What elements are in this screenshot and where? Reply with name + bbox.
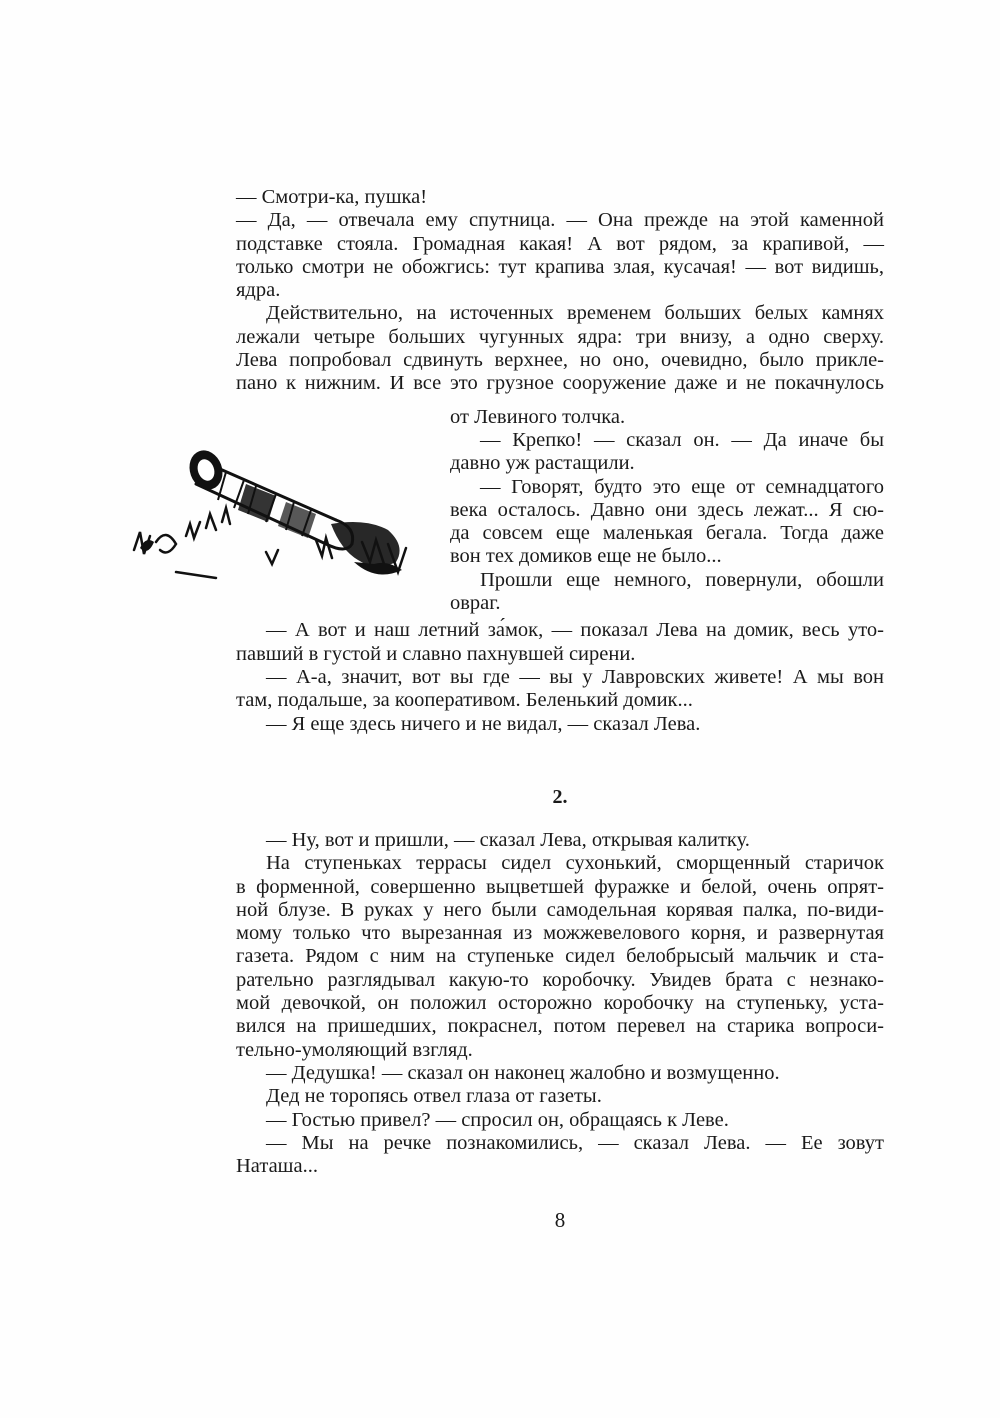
text-line: газета. Рядом с ним на ступеньке сидел белобрысый мальчик и ста- <box>236 945 884 968</box>
text-line: от Левиного толчка. <box>450 405 626 428</box>
text-line: павший в густой и славно пахнувшей сирени. <box>236 642 636 665</box>
text-line: там, подальше, за кооперативом. Беленький домик... <box>236 689 693 712</box>
text-line: ядра. <box>236 279 281 302</box>
text-line: — Гостью привел? — спросил он, обращаясь к Леве. <box>266 1108 729 1131</box>
text-line: только смотри не обожгись: тут крапива злая, кусачая! — вот видишь, <box>236 255 884 278</box>
text-block-section-2 <box>236 829 884 1178</box>
text-block-top <box>236 186 884 396</box>
text-line: рательно разглядывал какую-то коробочку. Увидев брата с незнако- <box>236 968 884 991</box>
page-number: 8 <box>554 1208 566 1232</box>
text-line: Дед не торопясь отвел глаза от газеты. <box>266 1085 602 1108</box>
cannon-drawing-icon <box>126 432 426 592</box>
text-line: мому только что вырезанная из можжевелового корня, и развернутая <box>236 922 884 945</box>
text-line: — А-а, значит, вот вы где — вы у Лавровских живете! А мы вон <box>266 665 884 688</box>
text-line: пано к нижним. И все это грузное сооружение даже и не покачнулось <box>236 372 884 395</box>
text-line: да совсем еще маленькая бегала. Тогда даже <box>450 522 884 545</box>
text-line: ной блузе. В руках у него были самодельная корявая палка, по-види- <box>236 898 884 921</box>
text-line: века осталось. Давно они здесь лежат... Я сю- <box>450 498 884 521</box>
section-heading: 2. <box>552 786 568 808</box>
text-line: — Я еще здесь ничего и не видал, — сказал Лева. <box>266 712 701 735</box>
text-line: Лева попробовал сдвинуть верхнее, но оно, очевидно, было прикле- <box>236 349 884 372</box>
text-line: — А вот и наш летний за́мок, — показал Лева на домик, весь уто- <box>266 619 884 642</box>
text-line: мой девочкой, он положил осторожно коробочку на ступеньку, уста- <box>236 992 884 1015</box>
text-line: На ступеньках террасы сидел сухонький, сморщенный старичок <box>266 852 884 875</box>
text-line: — Говорят, будто это еще от семнадцатого <box>480 475 884 498</box>
text-line: тельно-умоляющий взгляд. <box>236 1038 473 1061</box>
text-line: — Дедушка! — сказал он наконец жалобно и возмущенно. <box>266 1061 780 1084</box>
text-line: — Крепко! — сказал он. — Да иначе бы <box>480 428 884 451</box>
text-line: давно уж растащили. <box>450 452 635 475</box>
text-line: вон тех домиков еще не было... <box>450 545 722 568</box>
text-line: овраг. <box>450 592 501 615</box>
text-line: в форменной, совершенно выцветшей фуражке и белой, очень опрят- <box>236 875 884 898</box>
text-line: лежали четыре больших чугунных ядра: три внизу, а одно сверху. <box>236 325 884 348</box>
text-line: Действительно, на источенных временем больших белых камнях <box>266 302 884 325</box>
text-line: Наташа... <box>236 1155 318 1178</box>
text-line: — Ну, вот и пришли, — сказал Лева, открывая калитку. <box>266 829 750 851</box>
text-line: Прошли еще немного, повернули, обошли <box>480 568 884 591</box>
text-line: вился на пришедших, покраснел, потом перевел на старика вопроси- <box>236 1015 884 1038</box>
text-line: — Мы на речке познакомились, — сказал Лева. — Ее зовут <box>266 1131 884 1154</box>
text-line: подставке стояла. Громадная какая! А вот рядом, за крапивой, — <box>236 232 884 255</box>
text-line: — Да, — отвечала ему спутница. — Она прежде на этой каменной <box>236 209 884 232</box>
text-line: — Смотри-ка, пушка! <box>236 186 428 208</box>
text-block-bottom <box>236 619 884 735</box>
